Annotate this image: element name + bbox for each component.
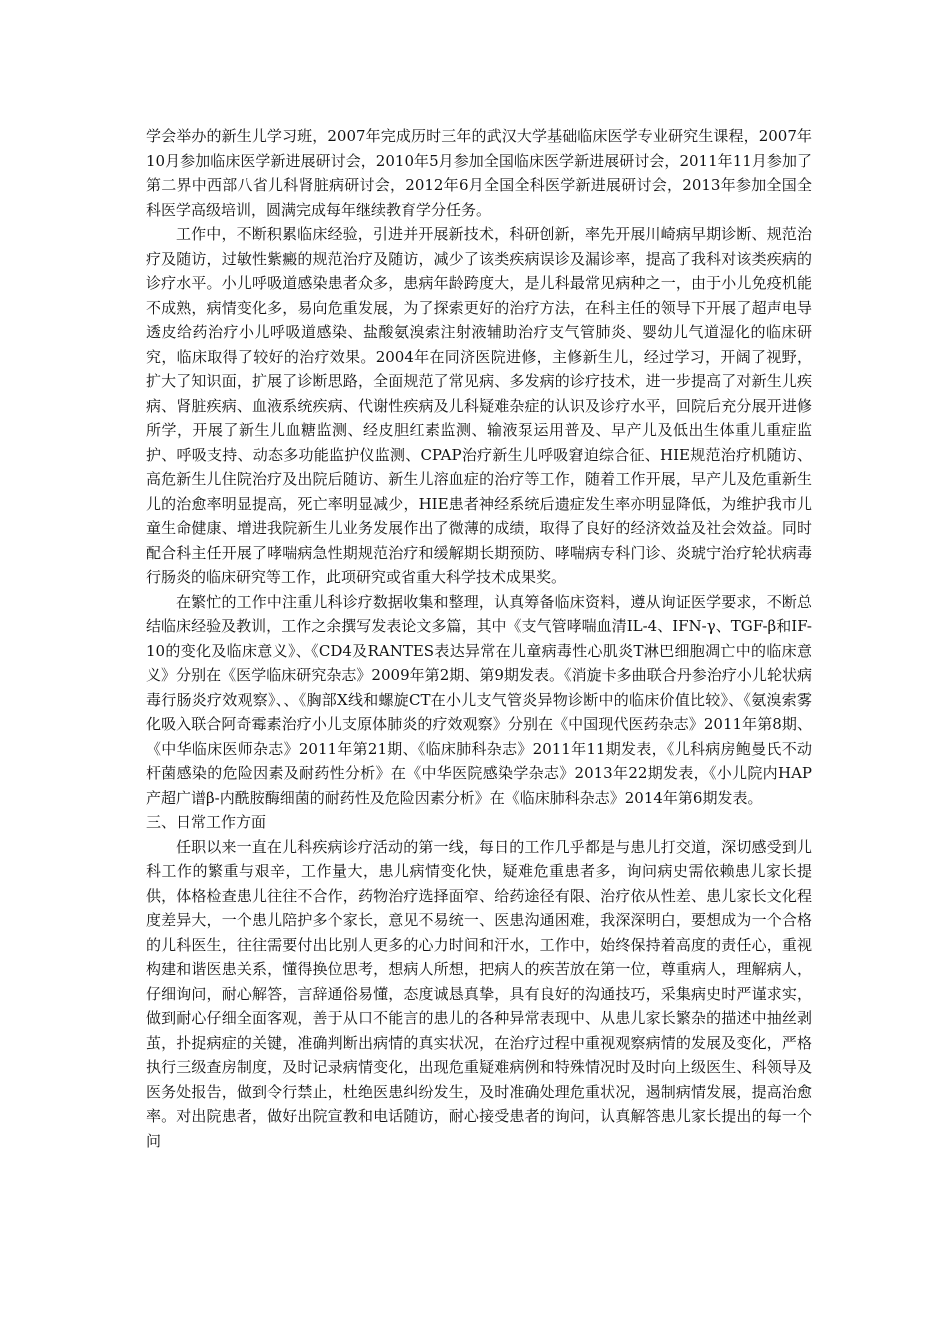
section-heading: 三、日常工作方面 xyxy=(146,813,267,831)
document-page xyxy=(146,124,812,1153)
paragraph-continuing-education: 学会举办的新生儿学习班，2007年完成历时三年的武汉大学基础临床医学专业研究生课程，2007年10月参加临床医学新进展研讨会，2010年5月参加全国临床医学新进展研讨会，2011年11月参加了第二界中西部八省儿科肾脏病研讨会，2012年6月全国全科医学新进展研讨会，2013年参加全国全科医学高级培训，圆满完成每年继续教育学分任务。 xyxy=(146,127,812,219)
paragraph-daily-work: 任职以来一直在儿科疾病诊疗活动的第一线，每日的工作几乎都是与患儿打交道，深切感受到儿科工作的繁重与艰辛，工作量大，患儿病情变化快，疑难危重患者多，询问病史需依赖患儿家长提供，体格检查患儿往往不合作，药物治疗选择面窄、给药途径有限、治疗依从性差、患儿家长文化程度差异大，一个患儿陪护多个家长，意见不易统一、医患沟通困难，我深深明白，要想成为一个合格的儿科医生，往往需要付出比别人更多的心力时间和汗水，工作中，始终保持着高度的责任心，重视构建和谐医患关系，懂得换位思考，想病人所想，把病人的疾苦放在第一位，尊重病人，理解病人，仔细询问，耐心解答，言辞通俗易懂，态度诚恳真挚，具有良好的沟通技巧，采集病史时严谨求实，做到耐心仔细全面客观，善于从口不能言的患儿的各种异常表现中、从患儿家长繁杂的描述中抽丝剥茧，扑捉病症的关键，准确判断出病情的真实状况，在治疗过程中重视观察病情的发展及变化，严格执行三级查房制度，及时记录病情变化，出现危重疑难病例和特殊情况时及时向上级医生、科领导及医务处报告，做到令行禁止，杜绝医患纠纷发生，及时准确处理危重状况，遏制病情发展，提高治愈率。对出院患者，做好出院宣教和电话随访，耐心接受患者的询问，认真解答患儿家长提出的每一个问 xyxy=(146,837,812,1150)
paragraph-publications: 在繁忙的工作中注重儿科诊疗数据收集和整理，认真筹备临床资料，遵从询证医学要求，不断总结临床经验及教训，工作之余撰写发表论文多篇，其中《支气管哮喘血清IL-4、IFN-γ、TGF-β和IF-10的变化及临床意义》、《CD4及RANTES表达异常在儿童病毒性心肌炎T淋巴细胞凋亡中的临床意义》分别在《医学临床研究杂志》2009年第2期、第9期发表。《消旋卡多曲联合丹参治疗小儿轮状病毒行肠炎疗效观察》、、《胸部X线和螺旋CT在小儿支气管炎异物诊断中的临床价值比较》、《氨溴索雾化吸入联合阿奇霉素治疗小儿支原体肺炎的疗效观察》分别在《中国现代医药杂志》2011年第8期、《中华临床医师杂志》2011年第21期、《临床肺科杂志》2011年11期发表，《儿科病房鲍曼氏不动杆菌感染的危险因素及耐药性分析》在《中华医院感染学杂志》2013年22期发表，《小儿院内HAP产超广谱β-内酰胺酶细菌的耐药性及危险因素分析》在《临床肺科杂志》2014年第6期发表。 xyxy=(146,592,812,807)
paragraph-clinical-work: 工作中，不断积累临床经验，引进并开展新技术，科研创新，率先开展川崎病早期诊断、规范治疗及随访，过敏性紫癜的规范治疗及随访，减少了该类疾病误诊及漏诊率，提高了我科对该类疾病的诊疗水平。小儿呼吸道感染患者众多，患病年龄跨度大，是儿科最常见病种之一，由于小儿免疫机能不成熟，病情变化多，易向危重发展，为了探索更好的治疗方法，在科主任的领导下开展了超声电导透皮给药治疗小儿呼吸道感染、盐酸氨溴索注射液辅助治疗支气管肺炎、婴幼儿气道湿化的临床研究，临床取得了较好的治疗效果。2004年在同济医院进修，主修新生儿，经过学习，开阔了视野，扩大了知识面，扩展了诊断思路，全面规范了常见病、多发病的诊疗技术，进一步提高了对新生儿疾病、肾脏疾病、血液系统疾病、代谢性疾病及儿科疑难杂症的认识及诊疗水平，回院后充分展开进修所学，开展了新生儿血糖监测、经皮胆红素监测、输液泵运用普及、早产儿及低出生体重儿重症监护、呼吸支持、动态多功能监护仪监测、CPAP治疗新生儿呼吸窘迫综合征、HIE规范治疗机随访、高危新生儿住院治疗及出院后随访、新生儿溶血症的治疗等工作，随着工作开展，早产儿及危重新生儿的治愈率明显提高，死亡率明显减少，HIE患者神经系统后遗症发生率亦明显降低，为维护我市儿童生命健康、增进我院新生儿业务发展作出了微薄的成绩，取得了良好的经济效益及社会效益。同时配合科主任开展了哮喘病急性期规范治疗和缓解期长期预防、哮喘病专科门诊、炎琥宁治疗轮状病毒行肠炎的临床研究等工作，此项研究或省重大科学技术成果奖。 xyxy=(146,225,812,586)
